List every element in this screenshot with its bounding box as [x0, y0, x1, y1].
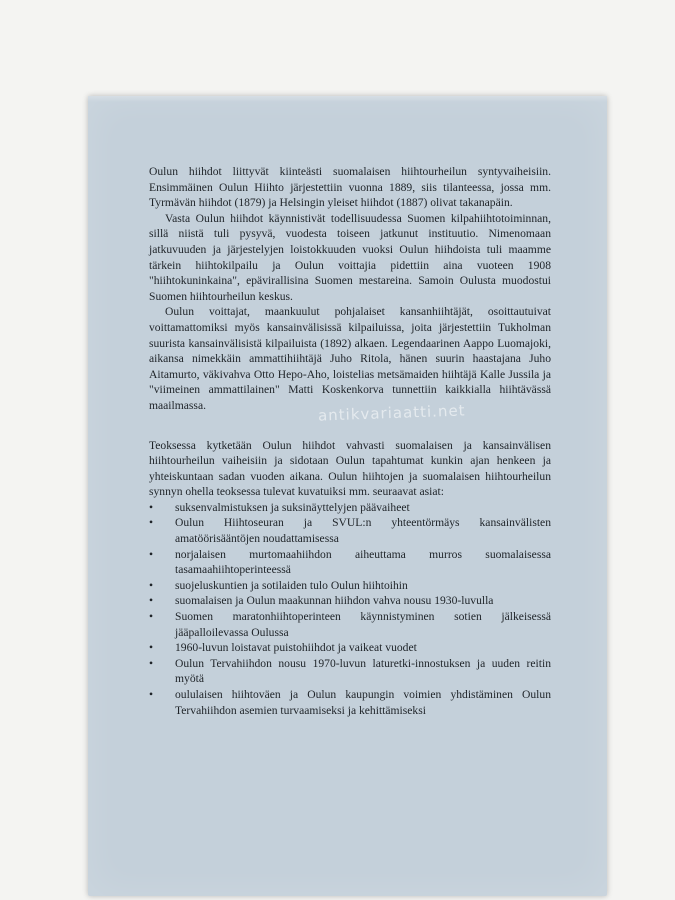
list-item: • suomalaisen ja Oulun maakunnan hiihdon vahva nousu 1930-luvulla [149, 593, 551, 609]
back-cover-text [149, 164, 551, 718]
list-item: • oululaisen hiihtoväen ja Oulun kaupungin voimien yhdistäminen Oulun Tervahiihdon asemien turvaamiseksi ja kehittämiseksi [149, 687, 551, 718]
watermark: antikvariaatti.net [317, 401, 466, 425]
list-item: • Suomen maratonhiihtoperinteen käynnistyminen sotien jälkeisessä jääpalloilevassa Oulussa [149, 609, 551, 640]
list-item: • norjalaisen murtomaahiihdon aiheuttama murros suomalaisessa tasamaahiihtoperinteessä [149, 547, 551, 578]
paragraph-2: Vasta Oulun hiihdot käynnistivät todellisuudessa Suomen kilpahiihtotoiminnan, sillä niistä tuli pysyvä, vuodesta toiseen jatkunut instituutio. Nimenomaan jatkuvuuden ja järjestelyjen loistokkuuden vuoksi Oulun hiihdoista tuli maamme tärkein hiihtokilpailu ja Oulun voittajia pidettiin aina vuoteen 1908 "hiihtokuninkaina", epävirallisina Suomen mestareina. Samoin Oulusta muodostui Suomen hiihtourheilun keskus. [149, 211, 551, 303]
list-item: • Oulun Tervahiihdon nousu 1970-luvun laturetki-innostuksen ja uuden reitin myötä [149, 656, 551, 687]
list-item: • Oulun Hiihtoseuran ja SVUL:n yhteentörmäys kansainvälisten amatöörisääntöjen noudattamisessa [149, 515, 551, 546]
lead-paragraph: Teoksessa kytketään Oulun hiihdot vahvasti suomalaisen ja kansainvälisen hiihtourheilun vaiheisiin ja sidotaan Oulun tapahtumat kunkin ajan henkeen ja yhteiskuntaan sadan vuoden aikana. Oulun hiihtojen ja suomalaisen hiihtourheilun synnyn ohella teoksessa tulevat kuvatuiksi mm. seuraavat asiat: [149, 438, 551, 499]
book-back-cover [88, 96, 607, 896]
paragraph-1: Oulun hiihdot liittyvät kiinteästi suomalaisen hiihtourheilun syntyvaiheisiin. Ensimmäinen Oulun Hiihto järjestettiin vuonna 1889, siis tilanteessa, jossa mm. Tyrmävän hiihdot (1879) ja Helsingin yleiset hiihdot (1887) olivat takanapäin. [149, 165, 551, 210]
list-item: • suojeluskuntien ja sotilaiden tulo Oulun hiihtoihin [149, 578, 551, 594]
list-item: • suksenvalmistuksen ja suksinäyttelyjen päävaiheet [149, 500, 551, 516]
topic-list [149, 500, 551, 718]
list-item: • 1960-luvun loistavat puistohiihdot ja vaikeat vuodet [149, 640, 551, 656]
paragraph-3: Oulun voittajat, maankuulut pohjalaiset kansanhiihtäjät, osoittautuivat voittamattomiksi myös kansainvälisissä kilpailuissa, joita järjestettiin Tukholman suurista kansainvälisistä kilpailuista (1892) alkaen. Legendaarinen Aappo Luomajoki, aikansa nimekkäin ammattihiihtäjä Juho Ritola, hänen suurin haastajana Juho Aitamurto, väkivahva Otto Hepo-Aho, loistelias metsämaiden hiihtäjä Kalle Jussila ja "viimeinen ammattilainen" Matti Koskenkorva tunnettiin kaikkialla hiihtävässä maailmassa. [149, 305, 551, 412]
